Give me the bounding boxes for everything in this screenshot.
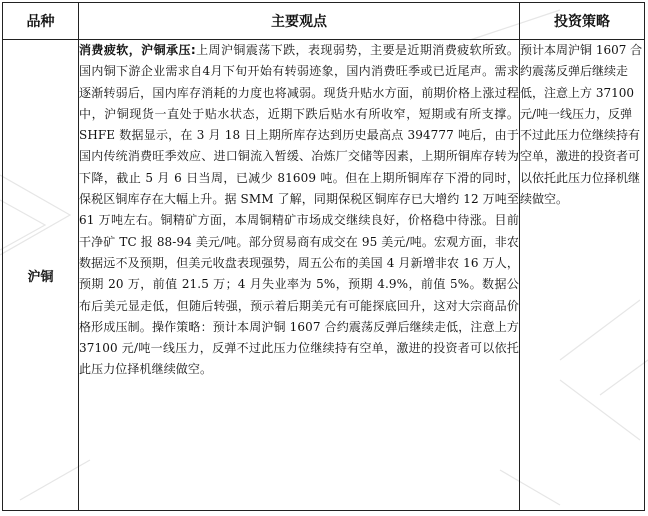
header-main-view: 主要观点 (79, 3, 520, 40)
commodity-view-table (2, 2, 645, 511)
variety-cell: 沪铜 (3, 40, 79, 511)
view-headline: 消费疲软，沪铜承压: (79, 43, 196, 57)
header-strategy: 投资策略 (520, 3, 645, 40)
strategy-cell: 预计本周沪铜 1607 合约震荡反弹后继续走低，注意上方 37100 元/吨一线压力，反弹不过此压力位继续持有空单，激进的投资者可以依托此压力位择机继续做空。 (520, 40, 645, 511)
view-body: 上周沪铜震荡下跌，表现弱势，主要是近期消费疲软所致。国内铜下游企业需求自4月下旬开始有转弱迹象，国内消费旺季或已近尾声。需求逐渐转弱后，国内库存消耗的力度也将减弱。现货升贴水方面，前期价格上涨过程中，沪铜现货一直处于贴水状态，近期下跌后贴水有所收窄，短期或有所支撑。SHFE 数据显示，在 3 月 18 日上期所库存达到历史最高点 394777 吨后，由于国内传统消费旺季效应、进口铜流入暂缓、冶炼厂交储等因素，上期所铜库存转为下降，截止 5 月 6 日当周，已减少 81609 吨。但在上期所铜库存下滑的同时，保税区铜库存在大幅上升。据 SMM 了解，同期保税区铜库存已大增约 12 万吨至 61 万吨左右。铜精矿方面，本周铜精矿市场成交继续良好，价格稳中待涨。目前干净矿 TC 报 88-94 美元/吨。部分贸易商有成交在 95 美元/吨。宏观方面，非农数据远不及预期，但美元收盘表现强势，周五公布的美国 4 月新增非农 16 万人，预期 20 万，前值 21.5 万；4 月失业率为 5%，预期 4.9%，前值 5%。数据公布后美元显走低，但随后转强，预示着后期美元有可能探底回升，这对大宗商品价格形成压制。操作策略：预计本周沪铜 1607 合约震荡反弹后继续走低，注意上方 37100 元/吨一线压力，反弹不过此压力位继续持有空单，激进的投资者可以依托此压力位择机继续做空。 (79, 43, 519, 377)
header-variety: 品种 (3, 3, 79, 40)
main-view-cell (79, 40, 520, 511)
table-header-row (3, 3, 645, 40)
table-row (3, 40, 645, 511)
